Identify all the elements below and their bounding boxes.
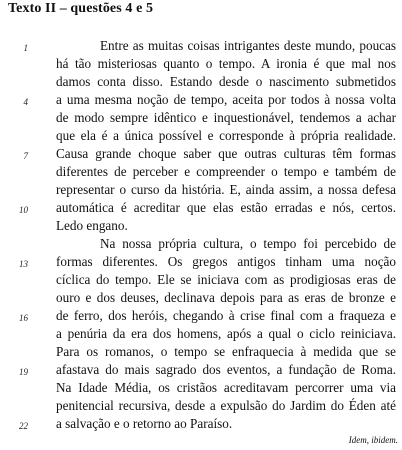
text-line: afastava do mais sagrado dos eventos, a fundação de Roma. [56, 362, 396, 377]
text-line: Para os romanos, o tempo se enfraquecia à medida que se [56, 344, 396, 359]
line-number: 19 [19, 367, 28, 377]
text-line: há tão misteriosas quanto o tempo. A ironia é que mal nos [56, 56, 396, 71]
text-line: Na nossa própria cultura, o tempo foi percebido de [100, 236, 396, 251]
line-number: 16 [19, 313, 28, 323]
line-number: 22 [19, 421, 28, 431]
text-line: diferentes de perceber e compreender o tempo e também de [56, 164, 396, 179]
line-number: 4 [23, 97, 28, 107]
text-line: damos conta disso. Estando desde o nascimento submetidos [56, 74, 396, 89]
text-line: a uma mesma noção de tempo, aceita por todos à nossa volta [56, 92, 396, 107]
source-citation: Idem, ibidem. [348, 435, 398, 445]
text-line: de modo sempre idêntico e inquestionável, tendemos a achar [56, 110, 396, 125]
text-line: ouro e dos deuses, declinava depois para as eras de bronze e [56, 290, 396, 305]
text-line: Causa grande choque saber que outras culturas têm formas [56, 146, 396, 161]
text-line: Entre as muitas coisas intrigantes deste mundo, poucas [100, 38, 396, 53]
text-line: a penúria da era dos homens, após a qual o ciclo reiniciava. [56, 326, 396, 341]
line-number: 7 [23, 151, 28, 161]
text-line: formas diferentes. Os gregos antigos tinham uma noção [56, 254, 396, 269]
text-line: de ferro, dos heróis, chegando à crise final com a fraqueza e [56, 308, 396, 323]
text-line: Ledo engano. [56, 218, 128, 233]
text-line: a salvação e o retorno ao Paraíso. [56, 416, 233, 431]
text-line: automática é acreditar que elas estão erradas e nós, certos. [56, 200, 396, 215]
section-header: Texto II – questões 4 e 5 [8, 1, 154, 16]
text-line: cíclica do tempo. Ele se iniciava com as prodigiosas eras de [56, 272, 396, 287]
line-number: 1 [23, 43, 28, 53]
line-number: 13 [19, 259, 28, 269]
text-line: Na Idade Média, os cristãos acreditavam percorrer uma via [56, 380, 396, 395]
text-line: representar o curso da história. E, ainda assim, a nossa defesa [56, 182, 396, 197]
text-line: que ela é a única possível e corresponde à própria realidade. [56, 128, 396, 143]
text-line: penitencial recursiva, desde a expulsão do Jardim do Éden até [56, 398, 396, 413]
line-number: 10 [19, 205, 28, 215]
